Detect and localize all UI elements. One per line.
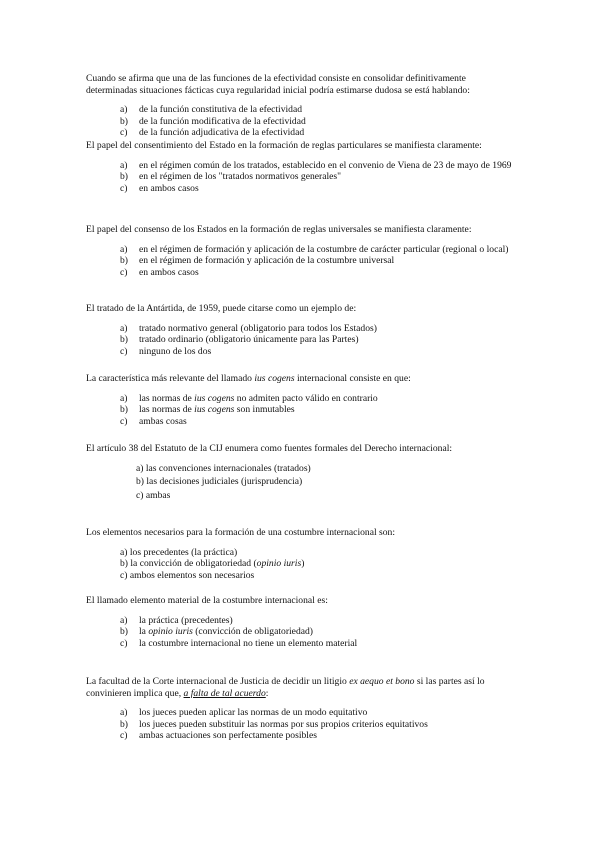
question-stem: El tratado de la Antártida, de 1959, puede citarse como un ejemplo de: [86, 303, 357, 314]
question-1 [86, 73, 516, 139]
question-4 [86, 303, 516, 357]
option-c: c) ambas actuaciones son perfectamente posibles [120, 730, 317, 741]
question-stem: Cuando se afirma que una de las funciones de la efectividad consiste en consolidar definitivamente determinadas situaciones fácticas cuya regularidad inicial podría estimarse dudosa se está hablando: [86, 73, 470, 96]
option-a: a) las normas de ius cogens no admiten pacto válido en contrario [120, 392, 378, 404]
question-stem: El papel del consentimiento del Estado en la formación de reglas particulares se manifiesta claramente: [86, 140, 482, 151]
question-5 [86, 373, 516, 427]
option-a: a) tratado normativo general (obligatorio para todos los Estados) [120, 322, 377, 334]
question-2 [86, 140, 516, 194]
option-a: a) en el régimen de formación y aplicación de la costumbre de carácter particular (regional o local) [120, 243, 509, 255]
question-stem: La facultad de la Corte internacional de Justicia de decidir un litigio ex aequo et bono si las partes así lo convinieren implica que, a falta de tal acuerdo: [86, 676, 485, 699]
option-b: b) las normas de ius cogens son inmutables [120, 404, 295, 415]
option-b: b) la opinio iuris (convicción de obligatoriedad) [120, 626, 313, 637]
question-9 [86, 676, 516, 742]
option-b: b) en el régimen de los "tratados normativos generales" [120, 171, 342, 182]
option-b: b) en el régimen de formación y aplicación de la costumbre universal [120, 255, 395, 266]
question-7 [86, 527, 516, 581]
option-a: a) de la función constitutiva de la efectividad [120, 104, 303, 115]
question-stem: El artículo 38 del Estatuto de la CIJ enumera como fuentes formales del Derecho internacional: [86, 443, 453, 454]
option-c: c) ninguno de los dos [120, 345, 212, 357]
option-a: a) los precedentes (la práctica) [120, 546, 238, 558]
option-c: c) en ambos casos [120, 266, 199, 278]
option-c: c) de la función adjudicativa de la efectividad [120, 127, 305, 138]
option-a: a) en el régimen común de los tratados, establecido en el convenio de Viena de 23 de mayo de 1969 [120, 159, 512, 171]
question-stem: La característica más relevante del llamado ius cogens internacional consiste en que: [86, 373, 411, 384]
option-c: c) la costumbre internacional no tiene un elemento material [120, 637, 358, 649]
option-a: a) las convenciones internacionales (tratados) [136, 462, 311, 474]
option-b: b) la convicción de obligatoriedad (opinio iuris) [120, 558, 305, 569]
option-a: a) los jueces pueden aplicar las normas de un modo equitativo [120, 707, 368, 718]
option-a: a) la práctica (precedentes) [120, 614, 233, 626]
question-3 [86, 224, 516, 278]
option-c: c) ambos elementos son necesarios [120, 569, 255, 581]
question-8 [86, 595, 516, 649]
question-6 [86, 443, 516, 503]
option-c: c) ambas cosas [120, 415, 187, 427]
question-stem: El papel del consenso de los Estados en la formación de reglas universales se manifiesta claramente: [86, 224, 472, 235]
option-b: b) tratado ordinario (obligatorio únicamente para las Partes) [120, 334, 359, 345]
option-c: c) en ambos casos [120, 182, 199, 194]
question-stem: El llamado elemento material de la costumbre internacional es: [86, 595, 328, 606]
question-stem: Los elementos necesarios para la formación de una costumbre internacional son: [86, 527, 396, 538]
option-c: c) ambas [136, 489, 171, 501]
option-b: b) los jueces pueden substituir las normas por sus propios criterios equitativos [120, 718, 428, 730]
option-b: b) las decisiones judiciales (jurisprudencia) [136, 476, 303, 487]
option-b: b) de la función modificativa de la efectividad [120, 115, 306, 127]
